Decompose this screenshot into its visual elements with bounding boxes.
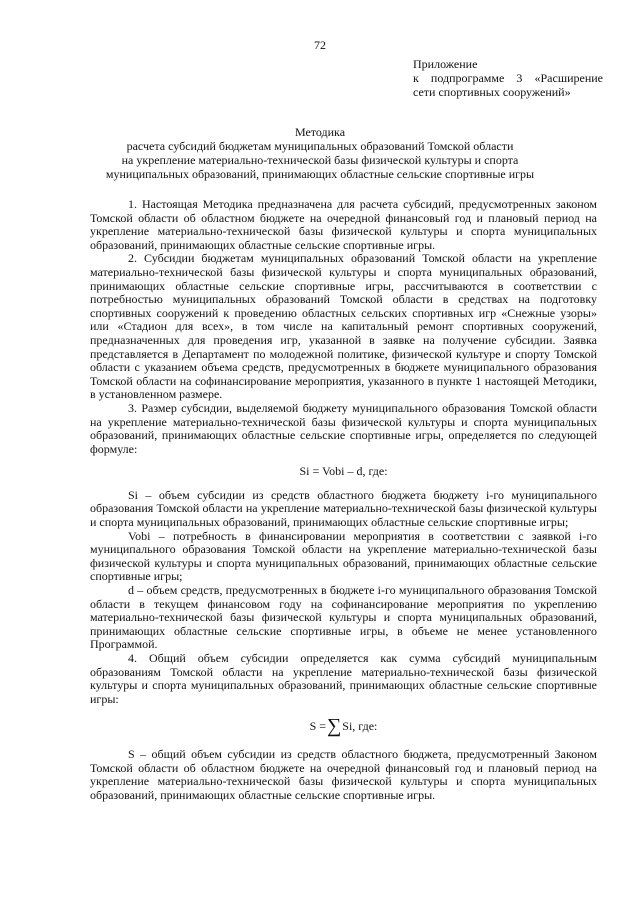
appendix-note [413, 57, 603, 99]
title-line-3: муниципальных образований, принимающих областные сельские спортивные игры [105, 167, 535, 181]
page-number: 72 [314, 38, 326, 52]
document-body [90, 198, 597, 802]
formula-subsidy: Si = Vobi – d, где: [299, 464, 388, 479]
paragraph-2: 2. Субсидии бюджетам муниципальных образований Томской области на укрепление материально-технической базы физической культуры и спорта муниципальных образований, принимающих областные сельские спортивные игры, рассчитываются в соответствии с потребностью муниципальных образований Томской области в средствах на подготовку спортивных сооружений к проведению областных сельских спортивных игр «Снежные узоры» или «Стадион для всех», в том числе на капитальный ремонт спортивных сооружений, предназначенных для проведения игр, указанной в заявке на получение субсидии. Заявка представляется в Департамент по молодежной политике, физической культуре и спорту Томской области с указанием объема средств, предусмотренных в бюджете муниципального образования Томской области на софинансирование мероприятия, указанного в пункте 1 настоящей Методики, в установленном размере. [90, 251, 597, 402]
definition-d: d – объем средств, предусмотренных в бюджете i-го муниципального образования Томской области в текущем финансовом году на софинансирование мероприятия по укреплению материально-технической базы физической культуры и спорта муниципальных образований, принимающих областные сельские спортивные игры, в объеме не менее установленного Программой. [90, 583, 597, 652]
title-line-1: расчета субсидий бюджетам муниципальных образований Томской области [126, 139, 514, 153]
title-line-2: на укрепление материально-технической базы физической культуры и спорта [121, 153, 519, 167]
sigma-symbol: ∑ [327, 715, 342, 738]
definition-si: Si – объем субсидии из средств областного бюджета бюджету i-го муниципального образования Томской области на укрепление материально-технической базы физической культуры и спорта муниципальных образований, принимающих областные сельские спортивные игры; [90, 487, 597, 530]
appendix-line-1: Приложение [413, 57, 478, 71]
formula-total-left: S = [309, 719, 327, 734]
document-title [60, 125, 580, 181]
formula-total-right: Si, где: [342, 719, 378, 734]
appendix-line-2: к подпрограмме 3 «Расширение [413, 71, 603, 85]
formula-total [90, 715, 597, 738]
appendix-line-3: сети спортивных сооружений» [413, 85, 571, 99]
title-heading: Методика [294, 125, 346, 139]
paragraph-1: 1. Настоящая Методика предназначена для расчета субсидий, предусмотренных законом Томской области об областном бюджете на очередной финансовый год и плановый период на укрепление материально-технической базы физической культуры и спорта муниципальных образований, принимающих областные сельские спортивные игры. [90, 197, 597, 252]
paragraph-4: 4. Общий объем субсидии определяется как сумма субсидий муниципальным образованиям Томской области на укрепление материально-технической базы физической культуры и спорта муниципальных образований, принимающих областные сельские спортивные игры: [90, 651, 597, 706]
definition-vobi: Vobi – потребность в финансировании мероприятия в соответствии с заявкой i-го муниципального образования Томской области на укрепление материально-технической базы физической культуры и спорта муниципальных образований, принимающих областные сельские спортивные игры; [90, 528, 597, 584]
definition-s: S – общий объем субсидии из средств областного бюджета, предусмотренный Законом Томской области об областном бюджете на очередной финансовый год и плановый период на укрепление материально-технической базы физической культуры и спорта муниципальных образований, принимающих областные сельские спортивные игры. [90, 746, 597, 802]
paragraph-3: 3. Размер субсидии, выделяемой бюджету муниципального образования Томской области на укрепление материально-технической базы физической культуры и спорта муниципальных образований, принимающих областные сельские спортивные игры, определяется по следующей формуле: [90, 400, 597, 456]
